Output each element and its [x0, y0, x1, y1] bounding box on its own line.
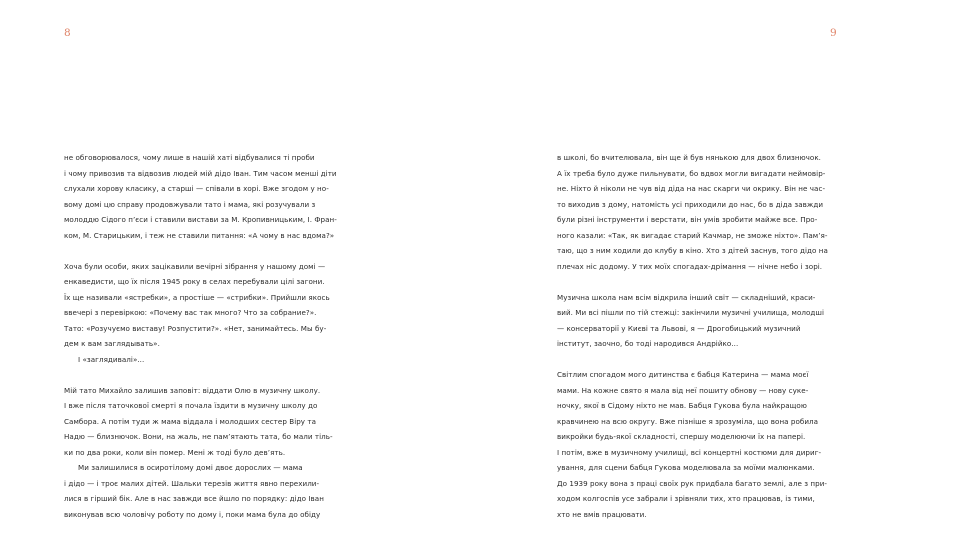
text-line: вому домі цю справу продовжували тато і мама, які розучували з: [64, 199, 316, 209]
left-page-text: [64, 150, 356, 538]
text-line: не обговорювалося, чому лише в нашій хаті відбувалися ті проби: [64, 153, 315, 162]
text-line: були різні інструменти і верстати, він умів зробити майже все. Про-: [557, 215, 818, 224]
text-line: ного казали: «Так, як вигадає старий Качмар, не зможе ніхто». Пам’я-: [557, 230, 828, 240]
text-line: Хоча були особи, яких зацікавили вечірні зібрання у нашому домі —: [64, 261, 326, 271]
text-line: лися в гірший бік. Але в нас завжди все йшло по порядку: дідо Іван: [64, 494, 324, 503]
paragraph: [64, 150, 356, 243]
text-line: кравчинею на всю округу. Вже пізніше я зрозуміла, що вона робила: [557, 416, 819, 426]
text-line: Надю — близнючок. Вони, на жаль, не пам’ятають тата, бо мали тіль-: [64, 432, 333, 441]
text-line: слухали хорову класику, а старші — співали в хорі. Вже згодом у но-: [64, 184, 329, 193]
text-line: і дідо — і троє малих дітей. Шальки терезів життя явно перехили-: [64, 478, 320, 488]
text-line: ком, М. Старицьким, і теж не ставили питання: «А чому в нас вдома?»: [64, 230, 335, 240]
page-number-right: 9: [830, 27, 837, 39]
text-line: не. Ніхто й ніколи не чув від діда на нас скарги чи окрику. Він не час-: [557, 184, 826, 193]
text-line: І потім, вже в музичному училищі, всі концертні костюми для дириг-: [557, 447, 822, 457]
paragraph: [557, 367, 849, 522]
text-line: інститут, заочно, бо тоді народився Андрійко...: [557, 339, 739, 348]
text-line: ходом колгоспів усе забрали і зрівняли тих, хто працював, із тими,: [557, 494, 815, 503]
text-line: таю, що з ним ходили до клубу в кіно. Хто з дітей заснув, того дідо на: [557, 246, 828, 255]
text-line: виконував всю чоловічу роботу по дому і, поки мама була до обіду: [64, 509, 321, 519]
text-line: енкаведисти, що їх після 1945 року в селах перебували цілі загони.: [64, 277, 325, 286]
text-line: До 1939 року вона з праці своїх рук придбала багато землі, але з при-: [557, 478, 828, 488]
text-line: — консерваторії у Києві та Львові, я — Дрогобицький музичний: [557, 323, 801, 333]
text-line: то виходив з дому, натомість усі приходили до нас, бо в діда завжди: [557, 199, 824, 209]
text-line: мами. На кожне свято я мала від неї пошиту обнову — нову суке-: [557, 385, 809, 395]
text-line: ування, для сцени бабця Гукова моделювала за моїми малюнками.: [557, 463, 815, 472]
paragraph: [557, 150, 849, 274]
text-line: ки по два роки, коли він помер. Мені ж тоді було дев’ять.: [64, 447, 286, 457]
text-line: хто не вмів працювати.: [557, 509, 647, 519]
text-line: плечах ніс додому. У тих моїх спогадах-дрімання — нічне небо і зорі.: [557, 261, 823, 271]
text-line: дем к вам заглядывать».: [64, 339, 160, 348]
text-line: Їх ще називали «ястребки», а простіше — «стрибки». Прийшли якось: [64, 292, 330, 302]
text-line: Тато: «Розучуємо виставу! Розпустити?». «Нет, занимайтесь. Мы бу-: [64, 323, 327, 333]
text-line: і чому привозив та відвозив людей мій дідо Іван. Тим часом менші діти: [64, 168, 337, 178]
text-line: Мій тато Михайло залишив заповіт: віддати Олю в музичну школу.: [64, 385, 321, 395]
page-number-left: 8: [64, 27, 71, 39]
text-line: Ми залишилися в осиротілому домі двоє дорослих — мама: [78, 463, 303, 472]
text-line: ночку, якої в Сідому ніхто не мав. Бабця Гукова була найкращою: [557, 401, 807, 410]
text-line: в школі, бо вчителювала, він ще й був нянькою для двох близнючок.: [557, 153, 822, 162]
right-page-text: [557, 150, 849, 538]
text-line: ввечері з перевіркою: «Почему вас так много? Что за собрание?».: [64, 308, 317, 317]
text-line: А їх треба було дуже пильнувати, бо вдвох могли вигадати неймовір-: [557, 168, 826, 178]
text-line: І «заглядивалі»...: [78, 354, 145, 364]
paragraph: [64, 383, 356, 523]
text-line: Самбора. А потім туди ж мама віддала і молодших сестер Віру та: [64, 416, 317, 426]
paragraph: [64, 259, 356, 368]
text-line: Світлим спогадом мого дитинства є бабця Катерина — мама моєї: [557, 370, 809, 379]
text-line: І вже після таточкової смерті я почала їздити в музичну школу до: [64, 401, 318, 410]
text-line: вий. Ми всі пішли по тій стежці: закінчили музичні училища, молодші: [557, 308, 825, 317]
text-line: молоддю Сідого п’єси і ставили вистави за М. Кропивницьким, І. Фран-: [64, 215, 337, 224]
text-line: Музична школа нам всім відкрила інший світ — складніший, краси-: [557, 292, 816, 302]
paragraph: [557, 290, 849, 352]
text-line: викройки будь-якої складності, спершу моделюючи їх на папері.: [557, 432, 806, 441]
